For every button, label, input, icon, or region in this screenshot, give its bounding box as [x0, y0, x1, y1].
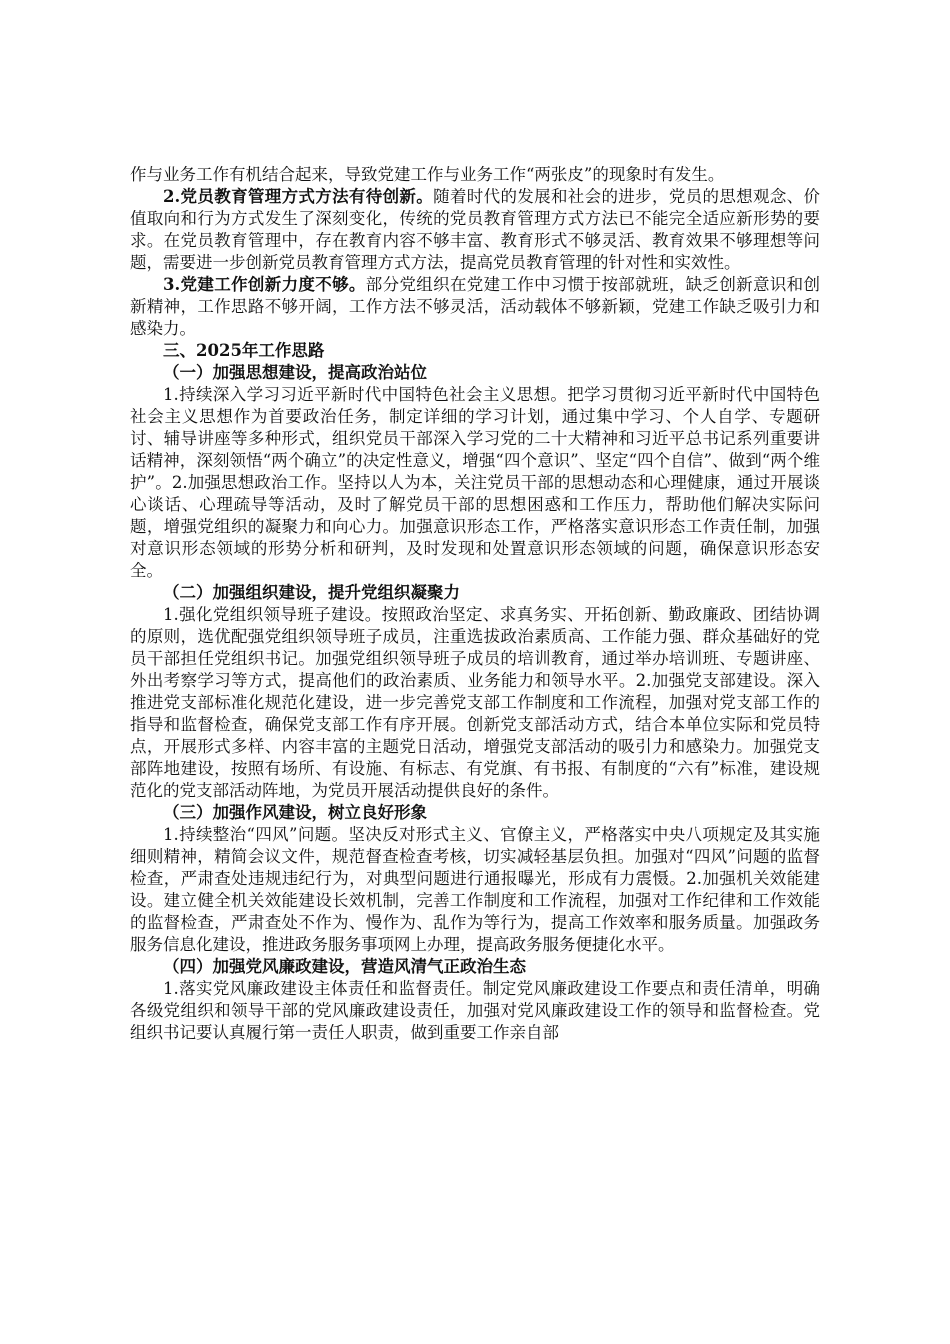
sub-heading-2: （二）加强组织建设，提升党组织凝聚力: [163, 583, 460, 602]
section-heading-3: 三、2025年工作思路: [163, 341, 325, 360]
point-3-lead: 3.党建工作创新力度不够。: [163, 275, 366, 294]
sub-heading-1: （一）加强思想建设，提高政治站位: [163, 363, 427, 382]
paragraph-integrity: 1.落实党风廉政建设主体责任和监督责任。制定党风廉政建设工作要点和责任清单，明确各级党组织和领导干部的党风廉政建设责任，加强对党风廉政建设工作的领导和监督检查。党组织书记要认真履行第一责任人职责，做到重要工作亲自部: [130, 979, 820, 1042]
paragraph-point-3: [130, 274, 820, 340]
paragraph-continuation: 作与业务工作有机结合起来，导致党建工作与业务工作“两张皮”的现象时有发生。: [130, 165, 725, 184]
point-2-body: 随着时代的发展和社会的进步，党员的思想观念、价值取向和行为方式发生了深刻变化，传统的党员教育管理方式方法已不能完全适应新形势的要求。在党员教育管理中，存在教育内容不够丰富、教育形式不够灵活、教育效果不够理想等问题，需要进一步创新党员教育管理方式方法，提高党员教育管理的针对性和实效性。: [130, 187, 820, 272]
point-2-lead: 2.党员教育管理方式方法有待创新。: [163, 187, 434, 206]
sub-heading-4: （四）加强党风廉政建设，营造风清气正政治生态: [163, 957, 526, 976]
document-page: [130, 164, 820, 1044]
paragraph-style: 1.持续整治“四风”问题。坚决反对形式主义、官僚主义，严格落实中央八项规定及其实施细则精神，精简会议文件，规范督查检查考核，切实减轻基层负担。加强对“四风”问题的监督检查，严肃查处违规违纪行为，对典型问题进行通报曝光，形成有力震慑。2.加强机关效能建设。建立健全机关效能建设长效机制，完善工作制度和工作流程，加强对工作纪律和工作效能的监督检查，严肃查处不作为、慢作为、乱作为等行为，提高工作效率和服务质量。加强政务服务信息化建设，推进政务服务事项网上办理，提高政务服务便捷化水平。: [130, 825, 820, 954]
paragraph-organization: 1.强化党组织领导班子建设。按照政治坚定、求真务实、开拓创新、勤政廉政、团结协调的原则，选优配强党组织领导班子成员，注重选拔政治素质高、工作能力强、群众基础好的党员干部担任党组织书记。加强党组织领导班子成员的培训教育，通过举办培训班、专题讲座、外出考察学习等方式，提高他们的政治素质、业务能力和领导水平。2.加强党支部建设。深入推进党支部标准化规范化建设，进一步完善党支部工作制度和工作流程，加强对党支部工作的指导和监督检查，确保党支部工作有序开展。创新党支部活动方式，结合本单位实际和党员特点，开展形式多样、内容丰富的主题党日活动，增强党支部活动的吸引力和感染力。加强党支部阵地建设，按照有场所、有设施、有标志、有党旗、有书报、有制度的“六有”标准，建设规范化的党支部活动阵地，为党员开展活动提供良好的条件。: [130, 605, 820, 800]
paragraph-ideology: 1.持续深入学习习近平新时代中国特色社会主义思想。把学习贯彻习近平新时代中国特色社会主义思想作为首要政治任务，制定详细的学习计划，通过集中学习、个人自学、专题研讨、辅导讲座等多种形式，组织党员干部深入学习党的二十大精神和习近平总书记系列重要讲话精神，深刻领悟“两个确立”的决定性意义，增强“四个意识”、坚定“四个自信”、做到“两个维护”。2.加强思想政治工作。坚持以人为本，关注党员干部的思想动态和心理健康，通过开展谈心谈话、心理疏导等活动，及时了解党员干部的思想困惑和工作压力，帮助他们解决实际问题，增强党组织的凝聚力和向心力。加强意识形态工作，严格落实意识形态工作责任制，加强对意识形态领域的形势分析和研判，及时发现和处置意识形态领域的问题，确保意识形态安全。: [130, 385, 820, 580]
sub-heading-3: （三）加强作风建设，树立良好形象: [163, 803, 427, 822]
paragraph-point-2: [130, 186, 820, 274]
point-3-body: 部分党组织在党建工作中习惯于按部就班，缺乏创新意识和创新精神，工作思路不够开阔，工作方法不够灵活，活动载体不够新颖，党建工作缺乏吸引力和感染力。: [130, 275, 820, 338]
